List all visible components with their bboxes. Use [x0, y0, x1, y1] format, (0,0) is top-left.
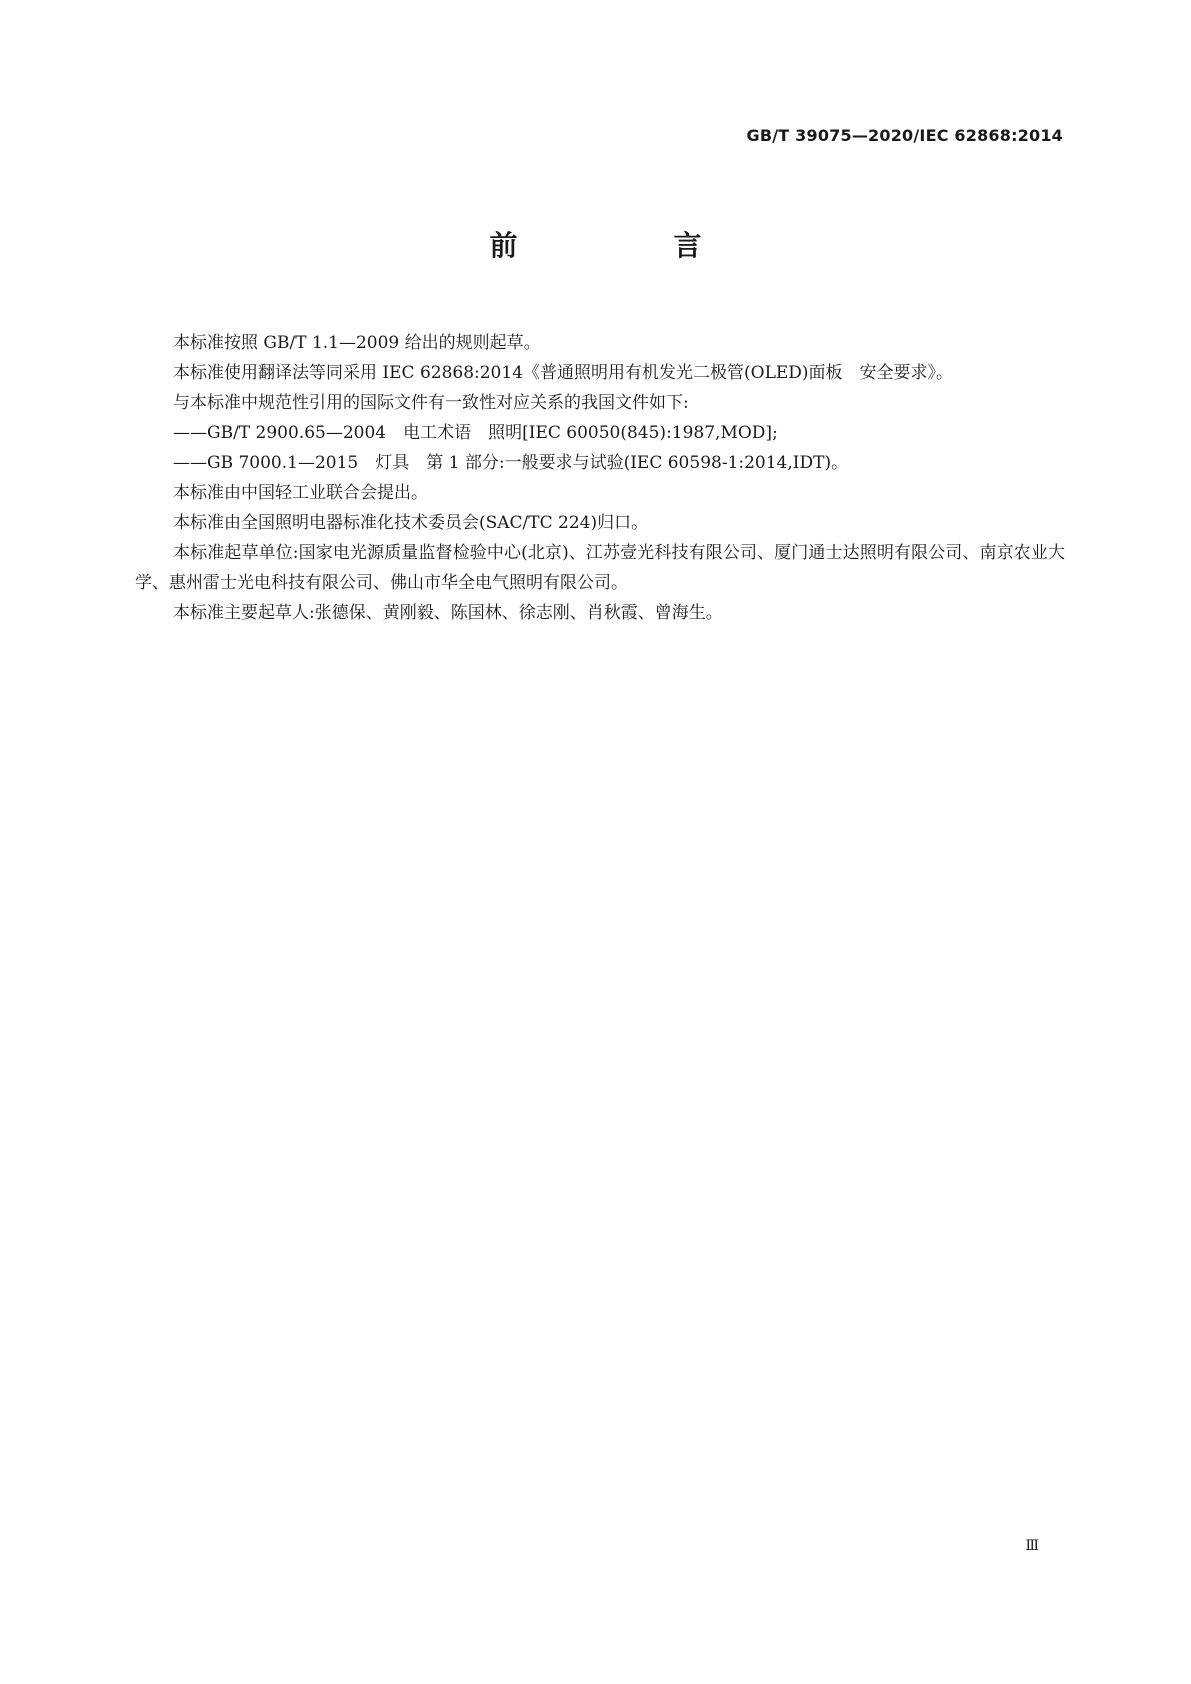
paragraph-reference-intro: 与本标准中规范性引用的国际文件有一致性对应关系的我国文件如下: — [173, 393, 689, 413]
paragraph-committee: 本标准由全国照明电器标准化技术委员会(SAC/TC 224)归口。 — [173, 513, 649, 533]
standard-code-header: GB/T 39075—2020/IEC 62868:2014 — [746, 126, 1063, 145]
page-title: 前 言 — [489, 229, 766, 262]
paragraph-proposer: 本标准由中国轻工业联合会提出。 — [173, 483, 428, 503]
paragraph-reference-item: ——GB 7000.1—2015 灯具 第 1 部分:一般要求与试验(IEC 60598-1:2014,IDT)。 — [173, 453, 849, 473]
paragraph-drafting-units: 本标准起草单位:国家电光源质量监督检验中心(北京)、江苏壹光科技有限公司、厦门通士达照明有限公司、南京农业大学、惠州雷士光电科技有限公司、佛山市华全电气照明有限公司。 — [135, 543, 1065, 593]
paragraph-drafting-rules: 本标准按照 GB/T 1.1—2009 给出的规则起草。 — [173, 333, 541, 353]
paragraph-adoption: 本标准使用翻译法等同采用 IEC 62868:2014《普通照明用有机发光二极管(OLED)面板 安全要求》。 — [173, 363, 954, 383]
page-number: Ⅲ — [1025, 1538, 1039, 1554]
foreword-body — [135, 328, 1065, 628]
paragraph-drafters: 本标准主要起草人:张德保、黄刚毅、陈国林、徐志刚、肖秋霞、曾海生。 — [173, 603, 723, 623]
paragraph-reference-item: ——GB/T 2900.65—2004 电工术语 照明[IEC 60050(845):1987,MOD]; — [173, 423, 778, 443]
